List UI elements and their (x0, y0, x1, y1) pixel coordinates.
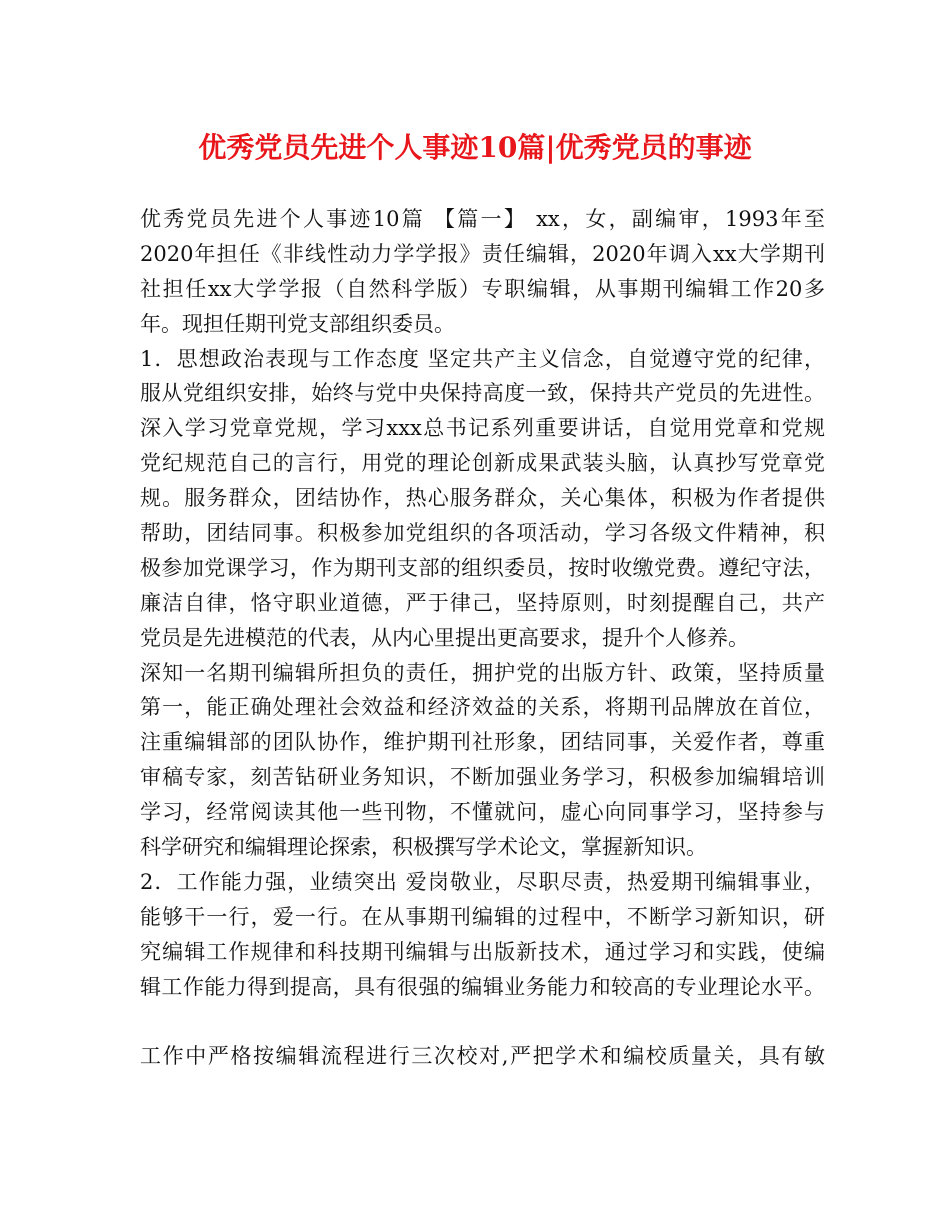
text-line: 深入学习党章党规，学习xxx总书记系列重要讲话，自觉用党章和党规 (140, 416, 825, 441)
text-line: 第一，能正确处理社会效益和经济效益的关系，将期刊品牌放在首位， (140, 695, 825, 720)
text-line: 规。服务群众，团结协作，热心服务群众，关心集体，积极为作者提供 (140, 486, 825, 511)
text-line: 2020年担任《非线性动力学学报》责任编辑，2020年调入xx大学期刊 (140, 241, 825, 266)
text-line: 工作中严格按编辑流程进行三次校对,严把学术和编校质量关，具有敏 (140, 1044, 825, 1069)
text-line: 能够干一行，爱一行。在从事期刊编辑的过程中，不断学习新知识，研 (140, 904, 825, 929)
text-line: 年。现担任期刊党支部组织委员。 (140, 311, 455, 336)
text-line: 社担任xx大学学报（自然科学版）专职编辑，从事期刊编辑工作20多 (140, 276, 825, 301)
document-title: 优秀党员先进个人事迹10篇|优秀党员的事迹 (198, 131, 752, 164)
text-line: 审稿专家，刻苦钻研业务知识，不断加强业务学习，积极参加编辑培训 (140, 765, 825, 790)
text-line: 党纪规范自己的言行，用党的理论创新成果武装头脑，认真抄写党章党 (140, 451, 825, 476)
text-line: 1．思想政治表现与工作态度 坚定共产主义信念，自觉遵守党的纪律， (140, 346, 825, 371)
text-line: 学习，经常阅读其他一些刊物，不懂就问，虚心向同事学习，坚持参与 (140, 800, 825, 825)
text-line: 党员是先进模范的代表，从内心里提出更高要求，提升个人修养。 (140, 625, 749, 650)
text-line: 2．工作能力强，业绩突出 爱岗敬业，尽职尽责，热爱期刊编辑事业， (140, 869, 825, 894)
text-line: 极参加党课学习，作为期刊支部的组织委员，按时收缴党费。遵纪守法， (140, 555, 825, 580)
text-line: 辑工作能力得到提高，具有很强的编辑业务能力和较高的专业理论水平。 (140, 974, 825, 999)
text-line: 科学研究和编辑理论探索，积极撰写学术论文，掌握新知识。 (140, 835, 707, 860)
text-line: 究编辑工作规律和科技期刊编辑与出版新技术，通过学习和实践，使编 (140, 939, 825, 964)
paragraph-gap (140, 1004, 825, 1039)
text-line: 帮助，团结同事。积极参加党组织的各项活动，学习各级文件精神，积 (140, 521, 825, 546)
text-line: 深知一名期刊编辑所担负的责任，拥护党的出版方针、政策，坚持质量 (140, 660, 825, 685)
text-line: 廉洁自律，恪守职业道德，严于律己，坚持原则，时刻提醒自己，共产 (140, 590, 825, 615)
text-line: 优秀党员先进个人事迹10篇 【篇一】 xx，女，副编审，1993年至 (140, 207, 825, 231)
document-body (140, 202, 825, 1074)
text-line: 服从党组织安排，始终与党中央保持高度一致，保持共产党员的先进性。 (140, 381, 825, 406)
text-line: 注重编辑部的团队协作，维护期刊社形象，团结同事，关爱作者，尊重 (140, 730, 825, 755)
